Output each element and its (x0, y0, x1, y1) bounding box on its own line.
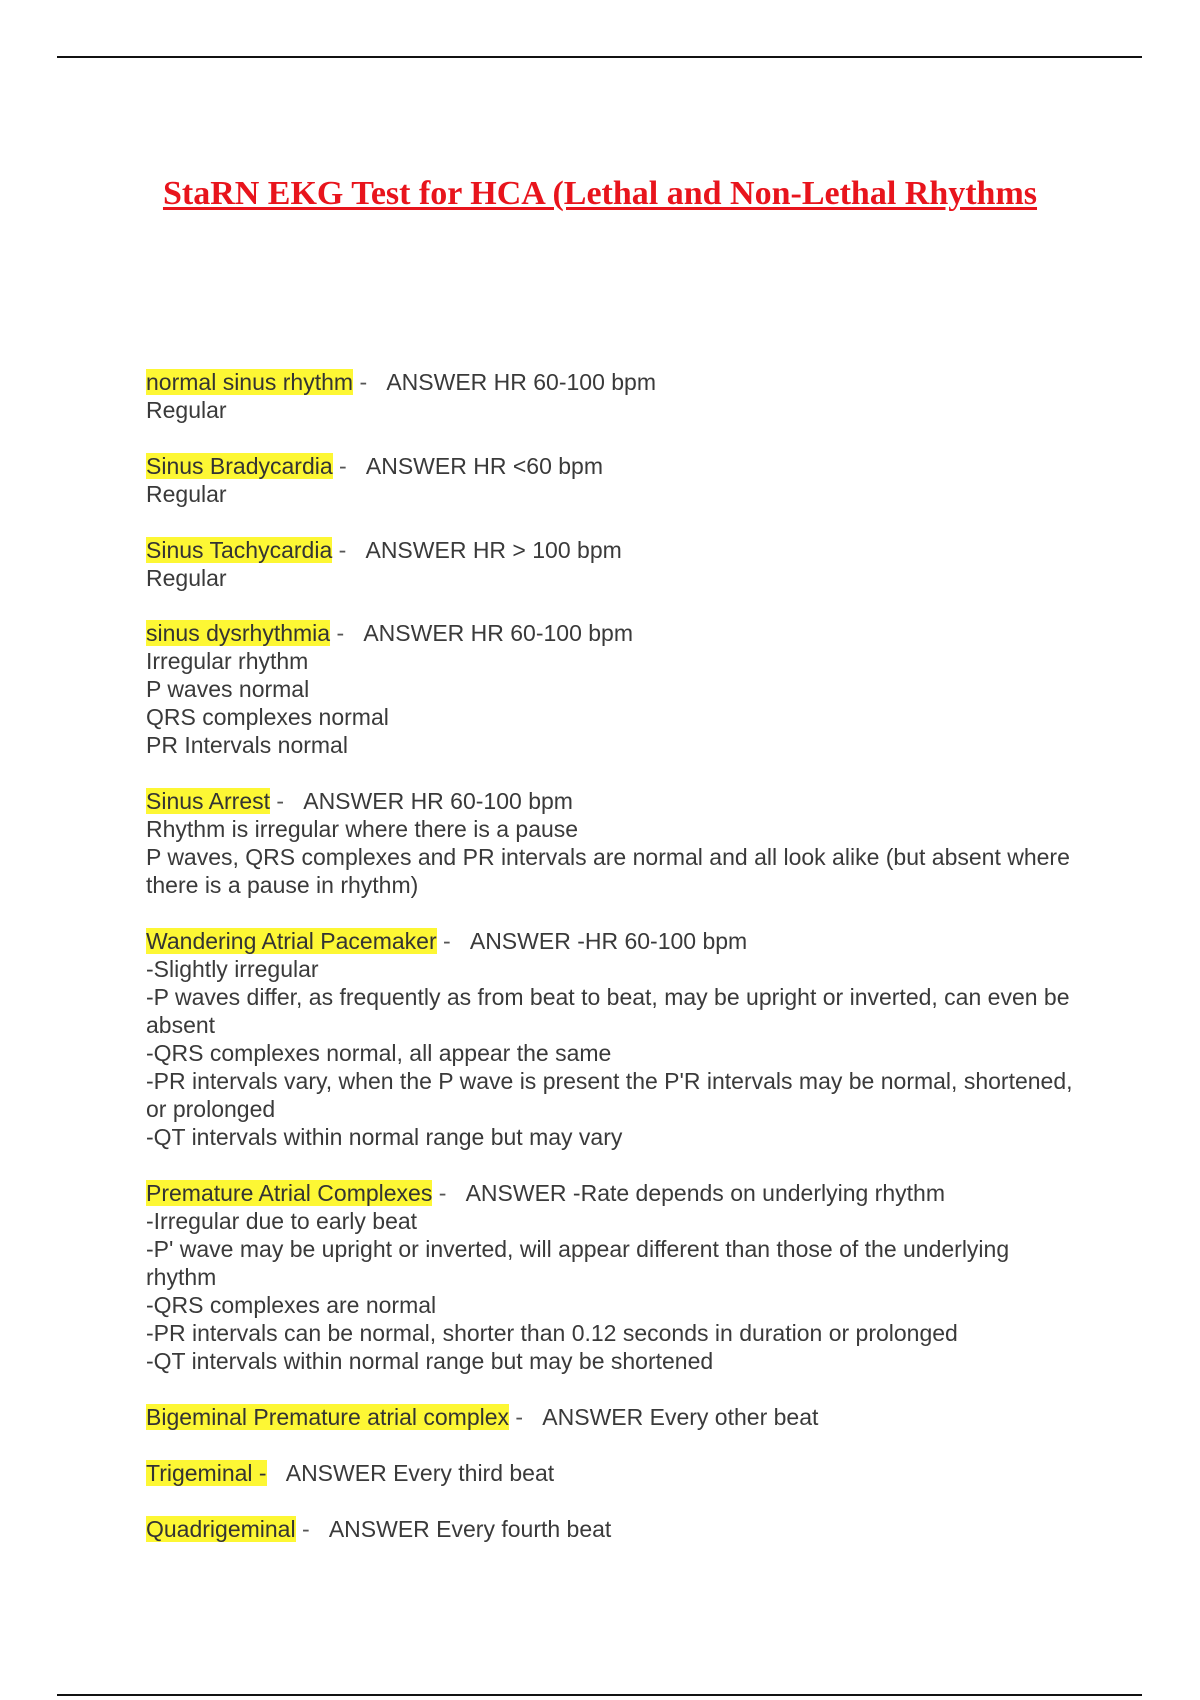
qa-entry (146, 1515, 1076, 1543)
entry-term: Premature Atrial Complexes (146, 1180, 433, 1206)
entry-line: P waves, QRS complexes and PR intervals are normal and all look alike (but absent where there is a pause in rhythm) (146, 844, 1070, 898)
entry-answer: ANSWER HR 60-100 bpm (363, 620, 634, 646)
entry-separator: - (295, 1516, 310, 1542)
entry-line: -P waves differ, as frequently as from beat to beat, may be upright or inverted, can even be absent (146, 984, 1070, 1038)
entry-separator: - (353, 369, 368, 395)
entry-line: QRS complexes normal (146, 704, 389, 730)
entry-line: Rhythm is irregular where there is a pause (146, 816, 579, 842)
qa-entry (146, 619, 1076, 759)
entry-line: P waves normal (146, 676, 310, 702)
entry-answer: ANSWER HR <60 bpm (365, 453, 603, 479)
entry-answer: ANSWER Every third beat (285, 1460, 555, 1486)
document-title: StaRN EKG Test for HCA (Lethal and Non-Lethal Rhythms (162, 175, 1038, 212)
entry-separator: - (270, 788, 285, 814)
qa-entry (146, 1179, 1076, 1375)
entry-line: Regular (146, 397, 227, 423)
entry-line: PR Intervals normal (146, 732, 348, 758)
entry-term: Sinus Tachycardia (146, 537, 333, 563)
entry-term: sinus dysrhythmia (146, 620, 331, 646)
entry-term: Sinus Bradycardia (146, 453, 333, 479)
entry-line: -QT intervals within normal range but may be shortened (146, 1348, 714, 1374)
entry-answer: ANSWER HR > 100 bpm (365, 537, 622, 563)
entry-separator: - (509, 1404, 524, 1430)
entry-separator: - (330, 620, 345, 646)
entry-answer: ANSWER Every other beat (542, 1404, 819, 1430)
entry-answer: ANSWER Every fourth beat (328, 1516, 612, 1542)
top-rule (57, 56, 1142, 58)
entry-line: -QRS complexes are normal (146, 1292, 437, 1318)
entry-separator: - (432, 1180, 447, 1206)
qa-list (146, 368, 1076, 1571)
entry-line: -P' wave may be upright or inverted, will appear different than those of the underlying rhythm (146, 1236, 1010, 1290)
entry-term: Trigeminal - (146, 1460, 267, 1486)
entry-line: -QT intervals within normal range but may vary (146, 1124, 623, 1150)
qa-entry (146, 1459, 1076, 1487)
entry-line: Regular (146, 565, 227, 591)
entry-line: -PR intervals vary, when the P wave is present the P'R intervals may be normal, shortened, or prolonged (146, 1068, 1073, 1122)
qa-entry (146, 536, 1076, 592)
qa-entry (146, 368, 1076, 424)
entry-term: Sinus Arrest (146, 788, 270, 814)
entry-answer: ANSWER -Rate depends on underlying rhythm (465, 1180, 945, 1206)
entry-term: Quadrigeminal (146, 1516, 296, 1542)
entry-line: -QRS complexes normal, all appear the same (146, 1040, 612, 1066)
qa-entry (146, 927, 1076, 1151)
qa-entry (146, 452, 1076, 508)
entry-answer: ANSWER HR 60-100 bpm (386, 369, 657, 395)
entry-term: Bigeminal Premature atrial complex (146, 1404, 510, 1430)
entry-separator: - (332, 453, 347, 479)
entry-term: Wandering Atrial Pacemaker (146, 928, 437, 954)
entry-line: Irregular rhythm (146, 648, 309, 674)
entry-answer: ANSWER -HR 60-100 bpm (469, 928, 748, 954)
entry-line: -PR intervals can be normal, shorter than 0.12 seconds in duration or prolonged (146, 1320, 958, 1346)
entry-line: -Slightly irregular (146, 956, 319, 982)
entry-separator: - (436, 928, 451, 954)
entry-line: Regular (146, 481, 227, 507)
entry-line: -Irregular due to early beat (146, 1208, 418, 1234)
qa-entry (146, 787, 1076, 899)
entry-answer: ANSWER HR 60-100 bpm (303, 788, 573, 814)
entry-term: normal sinus rhythm (146, 369, 354, 395)
qa-entry (146, 1403, 1076, 1431)
entry-separator: - (332, 537, 347, 563)
bottom-rule (57, 1694, 1142, 1696)
